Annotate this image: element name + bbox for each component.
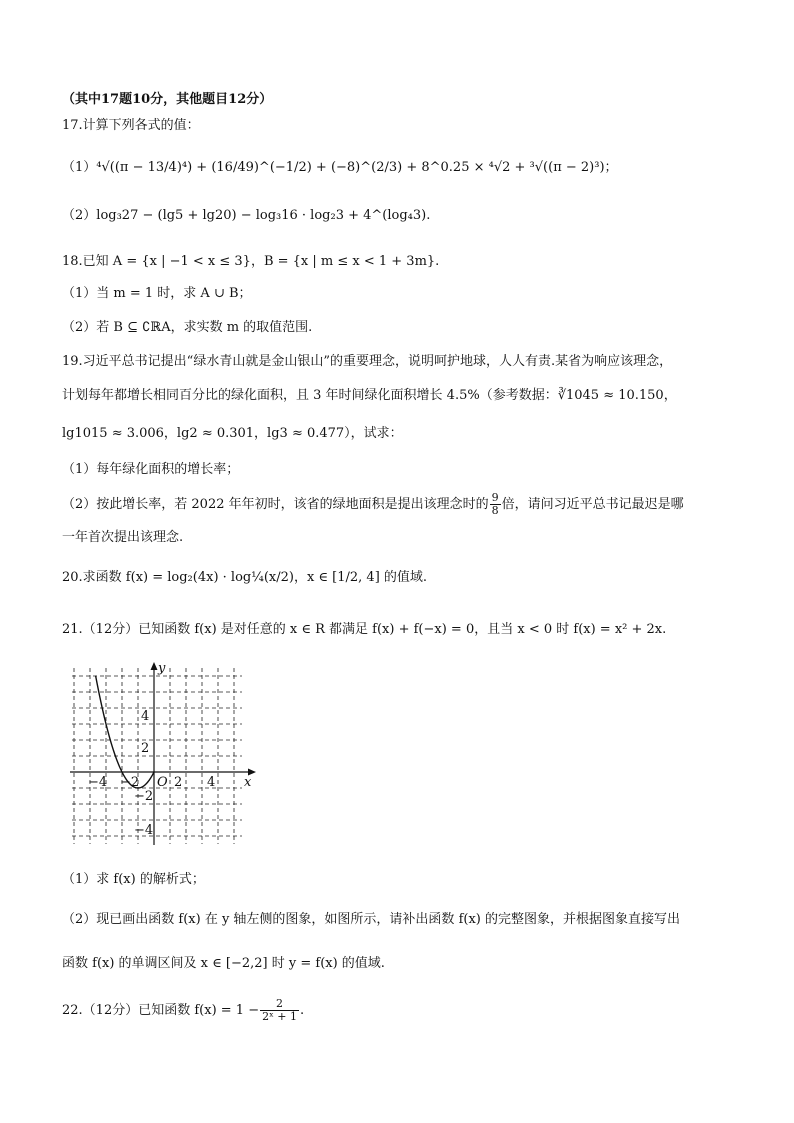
q17-title: 17.计算下列各式的值： bbox=[62, 118, 200, 133]
x-tick-4: 4 bbox=[207, 775, 216, 790]
q22-tail: . bbox=[299, 1003, 305, 1018]
q19-part2-text-b: 倍，请问习近平总书记最迟是哪 bbox=[501, 497, 684, 512]
x-axis-label: x bbox=[244, 775, 252, 790]
q18-title: 18.已知 A = {x | −1 < x ≤ 3}，B = {x | m ≤ x < 1 + 3m}. bbox=[62, 254, 440, 269]
q17-part1 bbox=[62, 158, 618, 178]
q19-part2-cont: 一年首次提出该理念. bbox=[62, 530, 184, 545]
q18-part2: （2）若 B ⊆ ∁ℝA，求实数 m 的取值范围. bbox=[62, 320, 313, 335]
q21-title: 21.（12分）已知函数 f(x) 是对任意的 x ∈ R 都满足 f(x) + f(−x) = 0，且当 x < 0 时 f(x) = x² + 2x. bbox=[62, 622, 667, 637]
y-tick-neg4: −4 bbox=[134, 823, 154, 838]
q22-fraction bbox=[260, 998, 299, 1023]
q21-part2: （2）现已画出函数 f(x) 在 y 轴左侧的图象，如图所示，请补出函数 f(x) 的完整图象，并根据图象直接写出 bbox=[62, 912, 680, 927]
q21-part2-cont: 函数 f(x) 的单调区间及 x ∈ [−2,2] 时 y = f(x) 的值域. bbox=[62, 956, 385, 971]
q21-part1: （1）求 f(x) 的解析式； bbox=[62, 872, 205, 887]
q19-part2-text-a: （2）按此增长率，若 2022 年年初时，该省的绿地面积是提出该理念时的 bbox=[62, 497, 489, 512]
q19-fraction bbox=[490, 492, 501, 517]
q19-part1: （1）每年绿化面积的增长率； bbox=[62, 462, 240, 477]
q17-part2-expr: log₃27 − (lg5 + lg20) − log₃16 · log₂3 + 4^(log₄3). bbox=[96, 208, 431, 223]
section-header: （其中17题10分，其他题目12分） bbox=[62, 92, 273, 107]
y-axis-arrow-icon bbox=[151, 662, 158, 670]
q17-part2-label: （2） bbox=[62, 208, 97, 223]
q19-part2 bbox=[62, 492, 684, 517]
q17-part2 bbox=[62, 206, 430, 226]
q22-fraction-num: 2 bbox=[260, 998, 299, 1011]
y-tick-neg2: −2 bbox=[134, 789, 154, 804]
function-graph bbox=[70, 660, 260, 850]
y-tick-4: 4 bbox=[141, 709, 150, 724]
function-curve-left bbox=[96, 676, 154, 788]
q22-label: 22.（12分）已知函数 f(x) = 1 − bbox=[62, 1003, 260, 1018]
q22 bbox=[62, 998, 304, 1023]
q17-part1-label: （1） bbox=[62, 160, 97, 175]
q19-line2: 计划每年都增长相同百分比的绿化面积，且 3 年时间绿化面积增长 4.5%（参考数据：∛1045 ≈ 10.150， bbox=[62, 388, 677, 403]
q20-text: 20.求函数 f(x) = log₂(4x) · log¼(x/2)，x ∈ [1/2, 4] 的值域. bbox=[62, 570, 428, 585]
y-tick-2: 2 bbox=[141, 741, 150, 756]
q19-line1: 19.习近平总书记提出“绿水青山就是金山银山”的重要理念，说明呵护地球，人人有责.某省为响应该理念， bbox=[62, 354, 673, 369]
q19-fraction-den: 8 bbox=[491, 504, 499, 517]
q19-line3: lg1015 ≈ 3.006，lg2 ≈ 0.301，lg3 ≈ 0.477），试求： bbox=[62, 426, 403, 441]
q18-part1: （1）当 m = 1 时，求 A ∪ B； bbox=[62, 286, 252, 301]
q17-part1-expr: ⁴√((π − 13/4)⁴) + (16/49)^(−1/2) + (−8)^(2/3) + 8^0.25 × ⁴√2 + ³√((π − 2)³)； bbox=[96, 160, 618, 175]
origin-label: O bbox=[157, 775, 168, 790]
x-tick-2: 2 bbox=[174, 775, 183, 790]
x-tick-neg2: −2 bbox=[120, 775, 140, 790]
q22-fraction-den: 2ˣ + 1 bbox=[262, 1010, 297, 1023]
x-tick-neg4: −4 bbox=[88, 775, 108, 790]
y-axis-label: y bbox=[158, 661, 166, 676]
q19-fraction-num: 9 bbox=[491, 491, 499, 504]
graph-grid bbox=[72, 668, 242, 844]
